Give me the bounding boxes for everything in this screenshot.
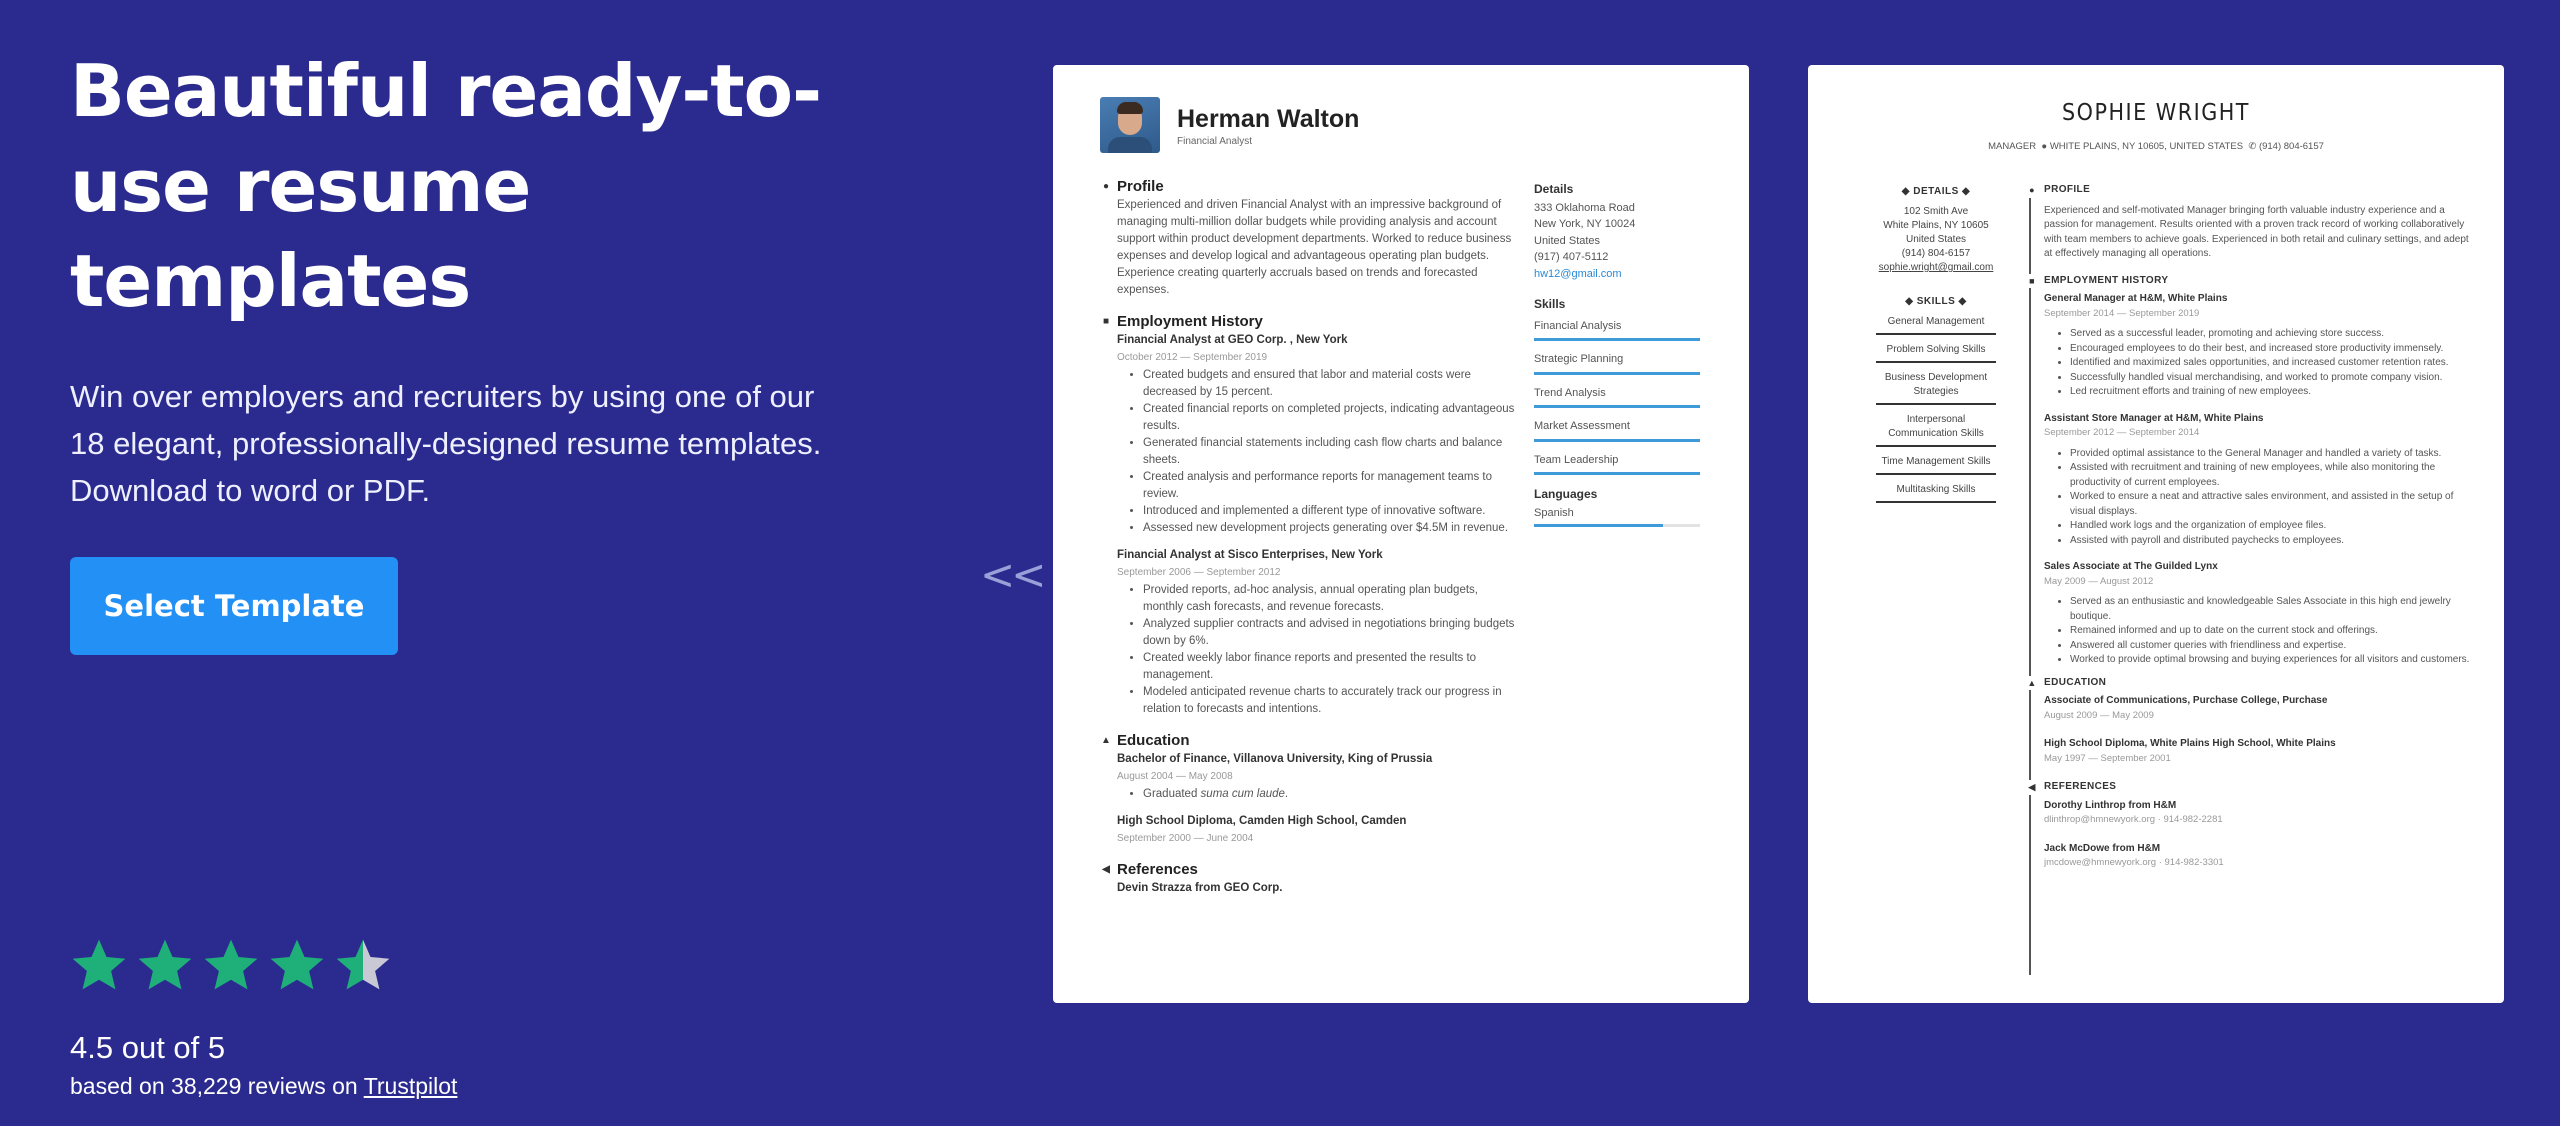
- profile-text: Experienced and self-motivated Manager bringing forth valuable industry experience and a passion for management. Results oriented with a proven track record of working collaboratively with team members to achieve goals. Experienced in both retail and culinary settings, and adept at effectively managing all operations.: [2044, 204, 2469, 259]
- section-education: ▲ EDUCATION: [2020, 676, 2472, 691]
- job-bullet: • Created weekly labor finance reports and presented the results to management.: [1143, 650, 1521, 684]
- phone-icon: ✆: [2248, 141, 2257, 152]
- job-title: Financial Analyst at GEO Corp. , New York: [1117, 334, 1348, 346]
- person-icon: ●: [2020, 183, 2044, 198]
- reference-name: Jack McDowe from H&M: [2044, 842, 2161, 854]
- job-dates: September 2006 — September 2012: [1117, 567, 1281, 578]
- education-item-title: Bachelor of Finance, Villanova University, King of Prussia: [1117, 753, 1433, 765]
- detail-line: United States: [1534, 234, 1601, 247]
- job-bullet: • Remained informed and up to date on the current stock and offerings.: [2070, 624, 2472, 639]
- resume-name: Herman Walton: [1177, 105, 1360, 133]
- detail-line: (917) 407-5112: [1534, 251, 1609, 263]
- education-item-title: Associate of Communications, Purchase College, Purchase: [2044, 695, 2328, 706]
- details-heading: Details: [1534, 182, 1574, 196]
- rating-score: 4.5 out of 5: [70, 1030, 226, 1065]
- education-item-dates: September 2000 — June 2004: [1117, 833, 1254, 844]
- job-bullets: [2020, 447, 2472, 549]
- job-bullet: • Handled work logs and the organization of employee files.: [2070, 519, 2472, 534]
- profile-photo: [1100, 97, 1160, 153]
- job-bullet: • Modeled anticipated revenue charts to accurately track our progress in relation to forecasts and intentions.: [1143, 684, 1521, 718]
- skill-item: Market Assessment: [1534, 415, 1700, 442]
- job-bullet: • Worked to provide optimal browsing and buying experiences for all visitors and customers.: [2070, 653, 2472, 668]
- section-employment: ■ Employment History: [1102, 313, 1263, 330]
- skill-item: Time Management Skills: [1876, 455, 1996, 475]
- star-icon: [136, 936, 194, 994]
- reference-item: Devin Strazza from GEO Corp.: [1117, 882, 1283, 894]
- reviews-prefix: based on 38,229 reviews on: [70, 1073, 364, 1099]
- skills-heading: Skills: [1534, 297, 1566, 311]
- job-bullet: • Served as a successful leader, promoting and achieving store success.: [2070, 327, 2472, 342]
- job-dates: October 2012 — September 2019: [1117, 352, 1268, 363]
- section-references: ◀ REFERENCES: [2020, 780, 2472, 795]
- job-title: Assistant Store Manager at H&M, White Plains: [2044, 412, 2264, 424]
- language-level-bar: [1534, 524, 1700, 527]
- graduation-cap-icon: ▲: [2020, 676, 2044, 691]
- job-bullet: • Led recruitment efforts and training of new employees.: [2070, 385, 2472, 400]
- resume-name: SOPHIE WRIGHT: [2062, 100, 2250, 126]
- hero: [70, 44, 830, 514]
- job-bullet: • Encouraged employees to do their best, and increased store productivity immensely.: [2070, 342, 2472, 357]
- details-heading: ◆ DETAILS ◆: [1901, 186, 1971, 197]
- job-bullet: • Provided optimal assistance to the General Manager and handled a variety of tasks.: [2070, 447, 2472, 462]
- profile-text: Experienced and driven Financial Analyst with an impressive background of managing multi-million dollar budgets while providing analysis and account support within product development departments. Worked to reduce business expenses and develop logical and advantageous operating plan budgets. Experience creating quarterly accruals based on trends and forecasted expenses.: [1117, 199, 1512, 296]
- skill-item: Trend Analysis: [1534, 382, 1700, 409]
- megaphone-icon: ◀: [2020, 780, 2044, 795]
- detail-line: 102 Smith Ave: [1903, 206, 1969, 217]
- job-bullet: • Analyzed supplier contracts and advised in negotiations bringing budgets down by 6%.: [1143, 616, 1521, 650]
- job-bullets: [2020, 327, 2472, 400]
- resume-main-column: [1101, 178, 1521, 897]
- section-profile: ● Profile: [1102, 178, 1164, 195]
- email-link: sophie.wright@gmail.com: [1878, 262, 1994, 273]
- hero-title: Beautiful ready-to-use resume templates: [70, 49, 822, 323]
- megaphone-icon: ◀: [1102, 864, 1110, 875]
- skill-item: Interpersonal Communication Skills: [1876, 413, 1996, 447]
- job-bullet: • Successfully handled visual merchandising, and worked to promote company vision.: [2070, 371, 2472, 386]
- job-bullet: • Assessed new development projects generating over $4.5M in revenue.: [1143, 520, 1521, 537]
- detail-line: New York, NY 10024: [1534, 218, 1636, 230]
- job-bullet: • Answered all customer queries with friendliness and expertise.: [2070, 639, 2472, 654]
- detail-line: 333 Oklahoma Road: [1534, 201, 1635, 214]
- job-bullet: • Assisted with payroll and distributed paychecks to employees.: [2070, 534, 2472, 549]
- resume-template-sophie-wright[interactable]: [1808, 65, 2504, 1003]
- skill-item: General Management: [1876, 315, 1996, 335]
- job-dates: May 2009 — August 2012: [2044, 575, 2154, 587]
- reference-name: Dorothy Linthrop from H&M: [2044, 799, 2177, 811]
- select-template-button[interactable]: Select Template: [70, 557, 398, 655]
- rating-stars: [70, 936, 392, 994]
- education-note: • Graduated suma cum laude.: [1143, 786, 1521, 803]
- job-bullet: • Provided reports, ad-hoc analysis, annual operating plan budgets, monthly cash forecasts, and revenue forecasts.: [1143, 582, 1521, 616]
- email-link: hw12@gmail.com: [1534, 267, 1622, 280]
- job-bullet: • Created budgets and ensured that labor and material costs were decreased by 15 percent.: [1143, 367, 1521, 401]
- job-dates: September 2012 — September 2014: [2044, 427, 2200, 438]
- job-title: General Manager at H&M, White Plains: [2044, 293, 2228, 304]
- location-pin-icon: ●: [2041, 141, 2048, 152]
- job-bullet: • Introduced and implemented a different type of innovative software.: [1143, 503, 1521, 520]
- resume-side-column: [1856, 185, 2016, 511]
- job-bullet: • Generated financial statements including cash flow charts and balance sheets.: [1143, 435, 1521, 469]
- job-bullet: • Assisted with recruitment and training of new employees, while also monitoring the productivity of current employees.: [2070, 461, 2472, 490]
- job-dates: September 2014 — September 2019: [2044, 307, 2200, 319]
- carousel-prev-button[interactable]: <<: [980, 550, 1043, 599]
- job-bullets: [2020, 595, 2472, 668]
- education-item-title: High School Diploma, White Plains High School, White Plains: [2044, 738, 2336, 749]
- section-profile: ● PROFILE: [2020, 183, 2472, 198]
- section-education: ▲ Education: [1101, 732, 1190, 749]
- job-bullet: • Identified and maximized sales opportunities, and increased customer retention rates.: [2070, 356, 2472, 371]
- section-employment: ■ EMPLOYMENT HISTORY: [2020, 274, 2472, 289]
- section-references: ◀ References: [1102, 861, 1198, 878]
- job-title: Financial Analyst at Sisco Enterprises, New York: [1117, 549, 1383, 561]
- trustpilot-link[interactable]: Trustpilot: [363, 1073, 458, 1099]
- job-bullet: • Served as an enthusiastic and knowledgeable Sales Associate in this high end jewelry boutique.: [2070, 595, 2472, 624]
- star-icon: [202, 936, 260, 994]
- star-icon: [268, 936, 326, 994]
- hero-subtitle: Win over employers and recruiters by using one of our 18 elegant, professionally-designed resume templates. Download to word or PDF.: [70, 379, 822, 508]
- reference-contact: jmcdowe@hmnewyork.org · 914-982-3301: [2044, 857, 2224, 868]
- skill-item: Strategic Planning: [1534, 348, 1700, 375]
- job-bullets: [1101, 582, 1521, 718]
- education-item-dates: August 2009 — May 2009: [2044, 709, 2154, 721]
- detail-line: (914) 804-6157: [1901, 248, 1971, 259]
- job-bullets: [1101, 367, 1521, 537]
- education-item-dates: August 2004 — May 2008: [1117, 771, 1233, 782]
- skill-item: Financial Analysis: [1534, 315, 1700, 342]
- resume-role: Financial Analyst: [1177, 136, 1253, 147]
- reviews-count: [70, 1073, 457, 1100]
- education-item-title: High School Diploma, Camden High School, Camden: [1117, 815, 1407, 827]
- reference-contact: dlinthrop@hmnewyork.org · 914-982-2281: [2044, 814, 2223, 825]
- resume-side-column: [1534, 181, 1700, 527]
- languages-heading: Languages: [1534, 487, 1598, 501]
- skill-item: Multitasking Skills: [1876, 483, 1996, 503]
- skill-item: Team Leadership: [1534, 449, 1700, 476]
- star-icon: [334, 936, 392, 994]
- job-bullet: • Created financial reports on completed projects, indicating advantageous results.: [1143, 401, 1521, 435]
- graduation-cap-icon: ▲: [1101, 735, 1111, 746]
- detail-line: White Plains, NY 10605: [1883, 220, 1989, 231]
- star-icon: [70, 936, 128, 994]
- skill-item: Problem Solving Skills: [1876, 343, 1996, 363]
- resume-main-column: [2020, 183, 2472, 871]
- briefcase-icon: ■: [2020, 274, 2044, 289]
- briefcase-icon: ■: [1102, 316, 1110, 327]
- detail-line: United States: [1905, 234, 1967, 245]
- skills-heading: ◆ SKILLS ◆: [1905, 296, 1967, 307]
- job-bullet: • Created analysis and performance reports for management teams to review.: [1143, 469, 1521, 503]
- language-item: Spanish: [1534, 506, 1574, 519]
- job-bullet: • Worked to ensure a neat and attractive sales environment, and assisted in the setup of visual displays.: [2070, 490, 2472, 519]
- skill-item: Business Development Strategies: [1876, 371, 1996, 405]
- education-item-dates: May 1997 — September 2001: [2044, 752, 2171, 764]
- person-icon: ●: [1102, 181, 1110, 192]
- job-title: Sales Associate at The Guilded Lynx: [2044, 561, 2218, 572]
- resume-subtitle: MANAGER ● WHITE PLAINS, NY 10605, UNITED STATES ✆ (914) 804-6157: [1988, 141, 2324, 152]
- resume-template-herman-walton[interactable]: [1053, 65, 1749, 1003]
